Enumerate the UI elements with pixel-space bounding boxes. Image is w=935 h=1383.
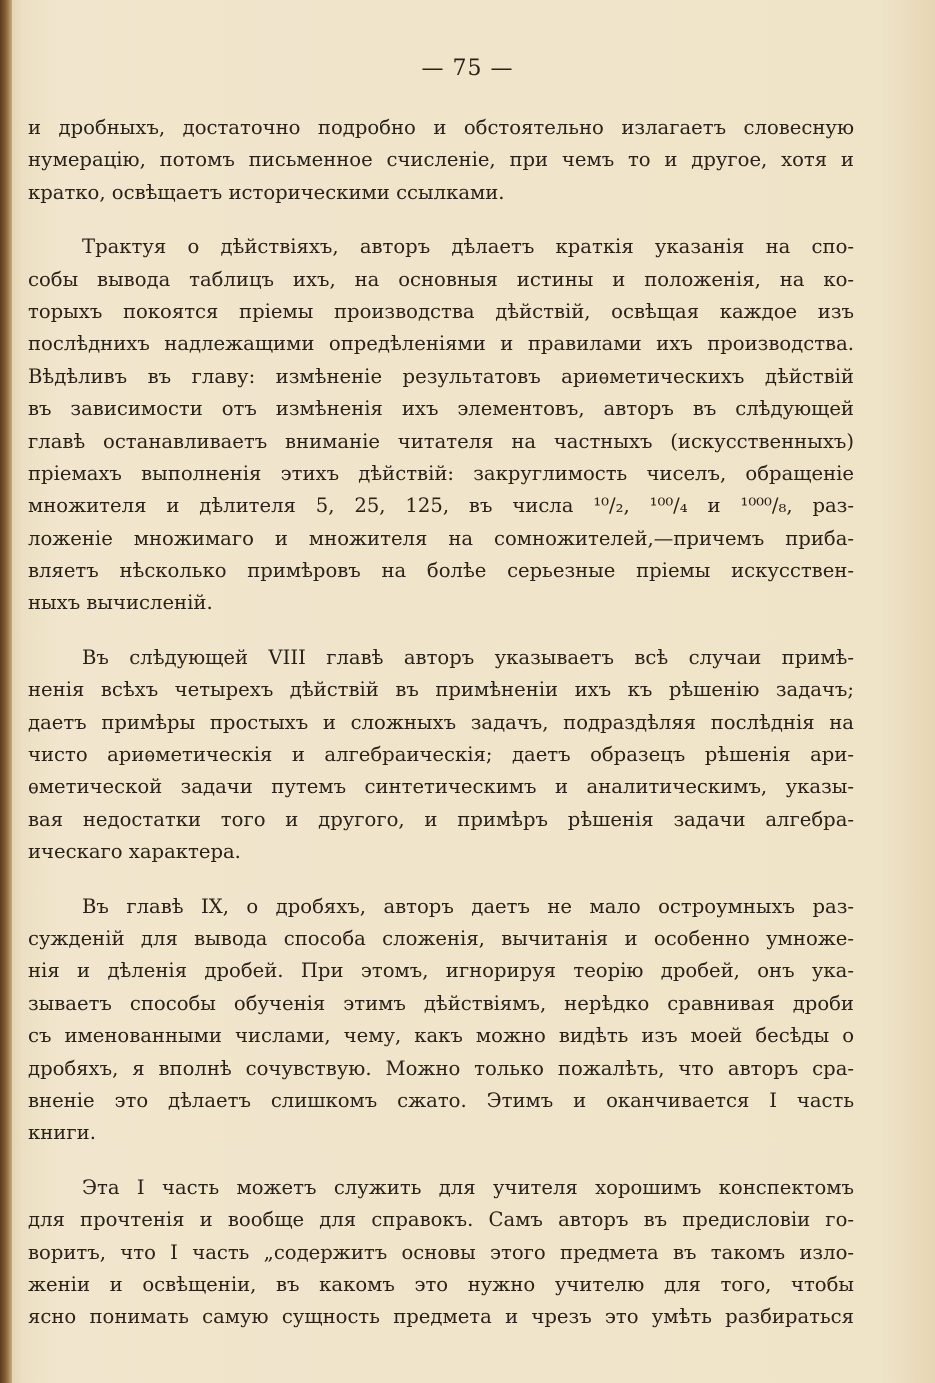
text-line: и дробныхъ, достаточно подробно и обстоятельно излагаетъ словесную [28, 116, 854, 139]
text-line: нія и дѣленія дробей. При этомъ, игнорируя теорію дробей, онъ ука- [28, 959, 854, 983]
page-number: — 75 — [421, 56, 514, 81]
text-line: воритъ, что I часть „содержитъ основы этого предмета въ такомъ изло- [28, 1240, 854, 1264]
text-line: главѣ останавливаетъ вниманіе читателя на частныхъ (искусственныхъ) [28, 429, 854, 453]
text-line: ическаго характера. [28, 840, 241, 864]
text-line: множителя и дѣлителя 5, 25, 125, въ числа ¹⁰/₂, ¹⁰⁰/₄ и ¹⁰⁰⁰/₈, раз- [28, 494, 854, 518]
text-line: нумерацію, потомъ письменное счисленіе, при чемъ то и другое, хотя и [28, 148, 854, 172]
text-line: Въ слѣдующей VIII главѣ авторъ указываетъ всѣ случаи примѣ- [82, 645, 854, 669]
text-line: женіи и освѣщеніи, въ какомъ это нужно учителю для того, чтобы [28, 1272, 854, 1296]
text-line: для прочтенія и вообще для справокъ. Самъ авторъ въ предисловіи го- [28, 1208, 854, 1232]
text-line: вляетъ нѣсколько примѣровъ на болѣе серьезные пріемы искусствен- [28, 559, 854, 583]
body-text [28, 112, 854, 1334]
text-line: ложеніе множимаго и множителя на сомножителей,—причемъ прибa- [28, 526, 854, 550]
paragraph [28, 112, 854, 209]
text-line: ныхъ вычисленій. [28, 591, 213, 615]
text-line: ненія всѣхъ четырехъ дѣйствій въ примѣненіи ихъ къ рѣшенію задачъ; [28, 678, 854, 702]
text-line: книги. [28, 1121, 96, 1145]
text-line: сужденій для вывода способа сложенія, вычитанія и особенно умноже- [28, 926, 854, 950]
text-line: зываетъ способы обученія этимъ дѣйствіямъ, нерѣдко сравнивая дроби [28, 991, 854, 1015]
text-line: Въ главѣ IX, о дробяхъ, авторъ даетъ не мало остроумныхъ раз- [82, 894, 854, 918]
paragraph [28, 642, 854, 869]
text-line: даетъ примѣры простыхъ и сложныхъ задачъ, подраздѣляя послѣднія на [28, 710, 854, 734]
paragraph [28, 231, 854, 620]
text-line: вая недостатки того и другого, и примѣръ рѣшенія задачи алгебра- [28, 807, 854, 831]
text-line: кратко, освѣщаетъ историческими ссылками. [28, 180, 505, 204]
text-line: дробяхъ, я вполнѣ сочувствую. Можно только пожалѣть, что авторъ сра- [28, 1056, 854, 1080]
book-binding-edge [0, 0, 12, 1383]
text-line: въ зависимости отъ измѣненія ихъ элементовъ, авторъ въ слѣдующей [28, 397, 854, 421]
text-line: Вѣдѣливъ въ главу: измѣненіе результатовъ ариѳметическихъ дѣйствій [28, 364, 854, 388]
text-line: Трактуя о дѣйствіяхъ, авторъ дѣлаетъ краткія указанія на спо- [82, 235, 854, 259]
text-line: вненіе это дѣлаетъ слишкомъ сжато. Этимъ и оканчивается I часть [28, 1088, 854, 1112]
paragraph [28, 1172, 854, 1334]
text-line: ѳметической задачи путемъ синтетическимъ и аналитическимъ, указы- [28, 775, 854, 799]
text-line: послѣднихъ надлежащими опредѣленіями и правилами ихъ производства. [28, 332, 854, 356]
text-line: чисто ариѳметическія и алгебраическія; даетъ образецъ рѣшенія ари- [28, 743, 854, 767]
text-line: съ именованными числами, чему, какъ можно видѣть изъ моей бесѣды о [28, 1024, 854, 1048]
text-line: торыхъ покоятся пріемы производства дѣйствій, освѣщая каждое изъ [28, 299, 854, 323]
text-line: пріемахъ выполненія этихъ дѣйствій: закруглимость чиселъ, обращеніе [28, 461, 854, 485]
text-line: ясно понимать самую сущность предмета и чрезъ это умѣть разбираться [28, 1305, 854, 1329]
text-line: собы вывода таблицъ ихъ, на основныя истины и положенія, на ко- [28, 267, 854, 291]
paragraph [28, 891, 854, 1150]
text-line: Эта I часть можетъ служить для учителя хорошимъ конспектомъ [82, 1175, 854, 1199]
